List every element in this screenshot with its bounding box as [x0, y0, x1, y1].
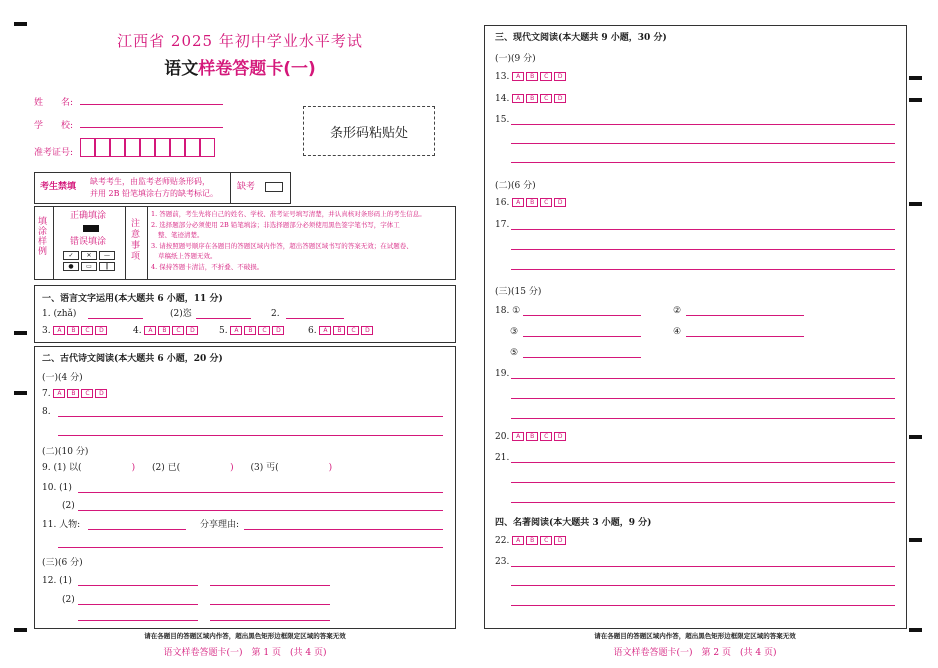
q4-options[interactable]: A B C D [144, 326, 198, 335]
q18-1-label: 18. ① [495, 306, 521, 316]
q14-options[interactable]: A B C D [512, 94, 566, 103]
q3-options[interactable]: A B C D [53, 326, 107, 335]
wrong-fill-samples-row2: ● ▭ ‖ [63, 262, 115, 271]
q23-answer-line[interactable] [511, 605, 895, 606]
q16-row: 16. A B C D [495, 197, 566, 209]
q11-reason-line[interactable] [244, 529, 443, 530]
q11-answer-line[interactable] [58, 547, 443, 548]
q21-label: 21. [495, 453, 510, 463]
barcode-area: 条形码粘贴处 [303, 106, 435, 156]
alignment-mark [909, 538, 922, 542]
q22-options[interactable]: A B C D [512, 536, 566, 545]
q1-answer-line[interactable] [88, 318, 143, 319]
notice-3-cont: 草稿纸上答题无效。 [158, 252, 217, 260]
q1b-label: (2)恣 [170, 309, 192, 319]
card-title-sample: 样卷答题卡(一) [198, 59, 316, 79]
footer-warning-left: 请在各题目的答题区域内作答，超出黑色矩形边框限定区域的答案无效 [144, 632, 346, 640]
notice-2: 2. 选择题部分必须使用 2B 铅笔填涂；非选择题部分必须使用黑色签字笔书写，字体工 [151, 221, 400, 229]
q12-2-answer-line-b[interactable] [210, 604, 330, 605]
footer-warning-right: 请在各题目的答题区域内作答，超出黑色矩形边框限定区域的答案无效 [594, 632, 796, 640]
q15-answer-line[interactable] [511, 143, 895, 144]
q5-options[interactable]: A B C D [230, 326, 284, 335]
q10-1-label: 10. (1) [42, 483, 72, 493]
q18-2-label: ② [673, 306, 682, 316]
q18-1-answer-line[interactable] [523, 315, 641, 316]
alignment-mark [909, 98, 922, 102]
q19-answer-line[interactable] [511, 418, 895, 419]
q3-row: 3. A B C D [42, 325, 107, 337]
q13-row: 13. A B C D [495, 71, 566, 83]
prohibited-note-1: 缺考考生，由监考老师贴条形码， [90, 177, 210, 186]
section-3-title: 三、现代文阅读(本大题共 9 小题，30 分) [495, 33, 667, 43]
q9-row: 9. (1) 以( ) (2) 已( ) (3) 丐( ) [42, 463, 333, 473]
exam-title: 江西省 2025 年初中学业水平考试 [117, 32, 363, 50]
q17-label: 17. [495, 220, 510, 230]
absent-checkbox[interactable] [265, 182, 283, 192]
alignment-mark [909, 435, 922, 439]
exam-number-label: 准考证号: [34, 148, 74, 158]
q17-answer-line[interactable] [511, 229, 895, 230]
q8-answer-line[interactable] [58, 435, 443, 436]
q4-row: 4. A B C D [133, 325, 198, 337]
q12-2-answer-line-c[interactable] [78, 620, 198, 621]
alignment-mark [14, 22, 27, 26]
q18-5-answer-line[interactable] [523, 357, 641, 358]
notice-2-cont: 整、笔迹清楚。 [158, 231, 204, 239]
notice-4: 4. 保持答题卡清洁，不折叠、不破损。 [151, 263, 264, 271]
fill-sample-side-label: 填涂样例 [38, 217, 48, 257]
notice-3: 3. 请按照题号顺序在各题目的答题区域内作答，超出答题区域书写的答案无效；在试题卷、 [151, 242, 413, 250]
exam-number-boxes[interactable] [80, 138, 215, 157]
q8-answer-line[interactable] [58, 416, 443, 417]
prohibited-note-2: 并用 2B 铅笔填涂右方的缺考标记。 [90, 189, 219, 198]
correct-fill-sample [83, 225, 99, 232]
q18-3-label: ③ [510, 327, 519, 337]
section-3-part-3: (三)(15 分) [495, 287, 542, 297]
card-title [100, 54, 380, 79]
q23-label: 23. [495, 557, 510, 567]
q20-row: 20. A B C D [495, 431, 566, 443]
q21-answer-line[interactable] [511, 502, 895, 503]
alignment-mark [909, 202, 922, 206]
alignment-mark [14, 331, 27, 335]
q17-answer-line[interactable] [511, 249, 895, 250]
q19-answer-line[interactable] [511, 398, 895, 399]
wrong-fill-label: 错误填涂 [70, 237, 107, 247]
q12-1-answer-line-b[interactable] [210, 585, 330, 586]
q2-answer-line[interactable] [286, 318, 344, 319]
name-field[interactable] [80, 104, 223, 105]
q11-label: 11. 人物: [42, 520, 81, 530]
alignment-mark [909, 76, 922, 80]
absent-label: 缺考 [237, 182, 256, 192]
q2-label: 2. [271, 309, 280, 319]
q1b-answer-line[interactable] [196, 318, 251, 319]
q7-options[interactable]: A B C D [53, 389, 107, 398]
q14-row: 14. A B C D [495, 93, 566, 105]
q12-1-label: 12. (1) [42, 576, 72, 586]
alignment-mark [14, 391, 27, 395]
section-1-title: 一、语言文字运用(本大题共 6 小题，11 分) [42, 294, 223, 304]
q22-row: 22. A B C D [495, 535, 566, 547]
name-label: 姓 名: [34, 98, 74, 108]
q10-2-answer-line[interactable] [78, 510, 443, 511]
school-field[interactable] [80, 127, 223, 128]
school-label: 学 校: [34, 121, 74, 131]
q20-options[interactable]: A B C D [512, 432, 566, 441]
alignment-mark [909, 628, 922, 632]
q12-1-answer-line[interactable] [78, 585, 198, 586]
q19-label: 19. [495, 369, 510, 379]
footer-page-2: 语文样卷答题卡(一) 第 2 页 (共 4 页) [613, 648, 777, 658]
q18-5-label: ⑤ [510, 348, 519, 358]
section-3-part-1: (一)(9 分) [495, 54, 536, 64]
q18-3-answer-line[interactable] [523, 336, 641, 337]
q18-4-label: ④ [673, 327, 682, 337]
q11-reason-label: 分享理由: [200, 520, 240, 530]
prohibited-label: 考生禁填 [40, 182, 77, 192]
section-4-title: 四、名著阅读(本大题共 3 小题，9 分) [495, 518, 652, 528]
q12-2-answer-line[interactable] [78, 604, 198, 605]
q11-person-line[interactable] [88, 529, 186, 530]
notice-label: 注意事项 [131, 219, 141, 262]
q23-answer-line[interactable] [511, 585, 895, 586]
q15-answer-line[interactable] [511, 162, 895, 163]
q6-row: 6. A B C D [308, 325, 373, 337]
q21-answer-line[interactable] [511, 482, 895, 483]
footer-page-1: 语文样卷答题卡(一) 第 1 页 (共 4 页) [163, 648, 327, 658]
q7-row: 7. A B C D [42, 388, 107, 400]
q15-answer-line[interactable] [511, 124, 895, 125]
prohibited-box [34, 172, 291, 204]
correct-fill-label: 正确填涂 [70, 211, 107, 221]
q12-2-answer-line-d[interactable] [210, 620, 330, 621]
q17-answer-line[interactable] [511, 269, 895, 270]
q18-4-answer-line[interactable] [686, 336, 804, 337]
q19-answer-line[interactable] [511, 378, 895, 379]
section-2-part-2: (二)(10 分) [42, 447, 89, 457]
notice-1: 1. 答题前，考生先将自己的姓名、学校、准考证号填写清楚，并认真核对条形码上的考生信息。 [151, 210, 426, 218]
q1-label: 1. (zhǎ) [42, 309, 77, 319]
section-3-part-2: (二)(6 分) [495, 181, 536, 191]
wrong-fill-samples-row1: ✓ ✕ — [63, 251, 115, 260]
q21-answer-line[interactable] [511, 462, 895, 463]
q15-label: 15. [495, 115, 510, 125]
q5-row: 5. A B C D [219, 325, 284, 337]
q6-options[interactable]: A B C D [319, 326, 373, 335]
alignment-mark [14, 628, 27, 632]
q12-2-label: (2) [62, 595, 75, 605]
q8-label: 8. [42, 407, 51, 417]
section-2-title: 二、古代诗文阅读(本大题共 6 小题，20 分) [42, 354, 223, 364]
fill-sample-box [34, 206, 456, 280]
q10-1-answer-line[interactable] [78, 492, 443, 493]
q13-options[interactable]: A B C D [512, 72, 566, 81]
q23-answer-line[interactable] [511, 566, 895, 567]
card-title-subject: 语文 [164, 59, 199, 79]
q18-2-answer-line[interactable] [686, 315, 804, 316]
section-2-part-1: (一)(4 分) [42, 373, 83, 383]
section-2-part-3: (三)(6 分) [42, 558, 83, 568]
q10-2-label: (2) [62, 501, 75, 511]
q16-options[interactable]: A B C D [512, 198, 566, 207]
